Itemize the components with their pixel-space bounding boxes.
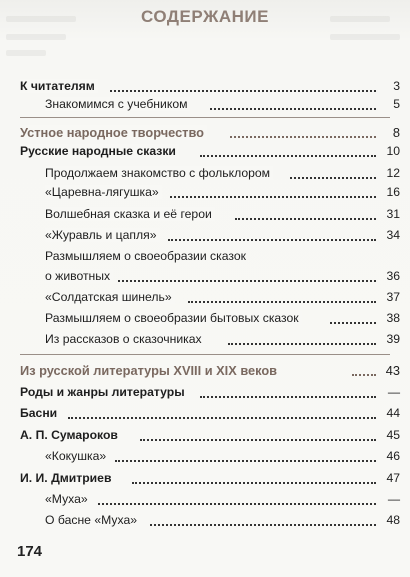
- toc-leader-dots: [228, 343, 376, 345]
- toc-leader-dots: [98, 503, 376, 505]
- toc-entry[interactable]: [0, 142, 410, 161]
- toc-entry-label: «Кокушка»: [45, 449, 109, 463]
- toc-entry[interactable]: [0, 511, 410, 530]
- toc-entry-label: Из рассказов о сказочниках: [45, 332, 205, 346]
- toc-entry-page: 39: [386, 332, 400, 346]
- toc-entry[interactable]: [0, 267, 410, 286]
- toc-entry-label[interactable]: Размышляем о своеобразии сказок: [45, 249, 246, 263]
- toc-entry-label: Знакомимся с учебником: [45, 97, 190, 111]
- toc-entry-label: А. П. Сумароков: [20, 428, 121, 442]
- toc-entry-page: 12: [386, 166, 400, 180]
- toc-entry[interactable]: [0, 404, 410, 423]
- toc-entry-label: «Солдатская шинель»: [45, 290, 175, 304]
- toc-entry-page: 45: [386, 428, 400, 442]
- toc-leader-dots: [230, 136, 376, 138]
- toc-entry-page: 37: [386, 290, 400, 304]
- toc-entry-label: «Муха»: [45, 492, 91, 506]
- toc-entry[interactable]: [0, 426, 410, 445]
- toc-entry-page: 38: [386, 311, 400, 325]
- toc-entry[interactable]: [0, 490, 410, 509]
- toc-entry-page: —: [387, 385, 400, 399]
- toc-entry-label: о животных: [45, 269, 113, 283]
- toc-entry[interactable]: [0, 205, 410, 224]
- toc-entry-label: К читателям: [20, 79, 98, 93]
- page-number: 174: [17, 543, 43, 560]
- toc-entry-label: Русские народные сказки: [20, 144, 179, 158]
- toc-leader-dots: [115, 460, 376, 462]
- toc-entry-label: О басне «Муха»: [45, 513, 140, 527]
- toc-leader-dots: [150, 524, 376, 526]
- toc-section[interactable]: [0, 123, 410, 142]
- toc-entry-label: Басни: [20, 406, 60, 420]
- toc-entry-label: Размышляем о своеобразии бытовых сказок: [45, 311, 302, 325]
- toc-entry-label: Из русской литературы XVIII и XIX веков: [20, 363, 280, 378]
- toc-entry-label: «Журавль и цапля»: [45, 228, 160, 242]
- toc-entry[interactable]: [0, 383, 410, 402]
- toc-entry[interactable]: [0, 469, 410, 488]
- toc-entry[interactable]: [0, 77, 410, 96]
- toc-entry-page: 10: [386, 144, 400, 158]
- toc-entry-page: 31: [386, 207, 400, 221]
- toc-entry-page: 36: [386, 269, 400, 283]
- toc-entry-page: 5: [393, 97, 400, 111]
- toc-entry-page: 3: [393, 79, 400, 93]
- toc-leader-dots: [132, 482, 376, 484]
- toc-leader-dots: [352, 374, 376, 376]
- toc-entry-page: 8: [392, 125, 400, 140]
- toc-leader-dots: [200, 155, 376, 157]
- toc-entry-page: 47: [386, 471, 400, 485]
- toc-entry-page: 48: [386, 513, 400, 527]
- toc-entry-page: 16: [386, 185, 400, 199]
- toc-entry[interactable]: [0, 226, 410, 245]
- toc-entry-page: 44: [386, 406, 400, 420]
- toc-entry-label: И. И. Дмитриев: [20, 471, 114, 485]
- toc-entry[interactable]: [0, 183, 410, 202]
- page-title: СОДЕРЖАНИЕ: [141, 7, 269, 26]
- toc-entry-page: —: [387, 492, 400, 506]
- toc-leader-dots: [210, 108, 376, 110]
- toc-leader-dots: [170, 196, 376, 198]
- toc-leader-dots: [140, 439, 376, 441]
- toc-leader-dots: [200, 396, 376, 398]
- section-divider: [20, 354, 390, 355]
- toc-section[interactable]: [0, 361, 410, 380]
- toc-entry-label: Устное народное творчество: [20, 125, 207, 140]
- toc-entry-label: Волшебная сказка и её герои: [45, 207, 215, 221]
- toc-leader-dots: [168, 239, 376, 241]
- toc-entry-page: 46: [386, 449, 400, 463]
- toc-leader-dots: [68, 417, 376, 419]
- section-divider: [20, 117, 390, 118]
- toc-entry[interactable]: [0, 95, 410, 114]
- toc-entry[interactable]: [0, 288, 410, 307]
- toc-leader-dots: [118, 280, 376, 282]
- toc-entry[interactable]: [0, 330, 410, 349]
- toc-entry[interactable]: [0, 164, 410, 183]
- toc-entry-label: Продолжаем знакомство с фольклором: [45, 166, 273, 180]
- toc-entry-page: 34: [386, 228, 400, 242]
- toc-entry-label: Роды и жанры литературы: [20, 385, 188, 399]
- toc-leader-dots: [110, 90, 376, 92]
- toc-entry-page: 43: [385, 363, 400, 378]
- toc-entry-label: «Царевна-лягушка»: [45, 185, 162, 199]
- toc-leader-dots: [330, 322, 376, 324]
- toc-leader-dots: [235, 218, 376, 220]
- toc-entry[interactable]: [0, 447, 410, 466]
- toc-leader-dots: [290, 177, 376, 179]
- toc-leader-dots: [188, 301, 376, 303]
- toc-entry[interactable]: [0, 309, 410, 328]
